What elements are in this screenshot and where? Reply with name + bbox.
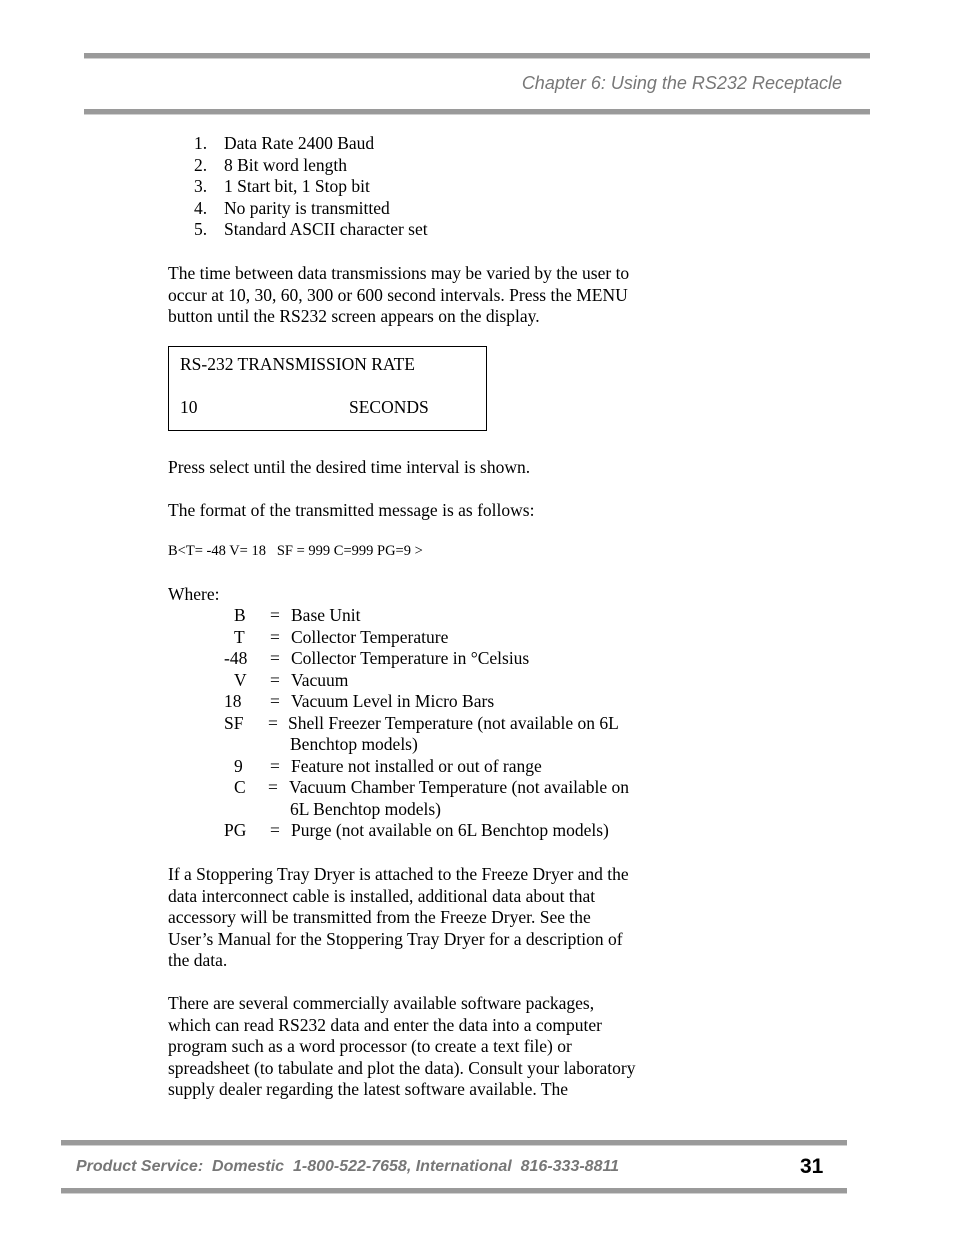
where-label: Where: — [168, 584, 220, 604]
definition-desc: 6L Benchtop models) — [290, 798, 441, 819]
paragraph-software: There are several commercially available software packages, which can read RS232 data and enter the data into a computer program such as a word processor (to create a text file) or spreadsheet (to tabulate and plot the data). Consult your laboratory supply dealer regarding the latest software available. The — [168, 993, 636, 1099]
definition-row — [0, 691, 954, 713]
definition-desc: Purge (not available on 6L Benchtop models) — [291, 820, 609, 840]
list-text: 8 Bit word length — [224, 154, 347, 175]
definition-equals: = — [270, 691, 280, 711]
definition-term: B — [234, 605, 246, 625]
settings-list — [194, 133, 428, 241]
list-text: No parity is transmitted — [224, 197, 390, 218]
definition-row — [0, 713, 954, 735]
list-text: Data Rate 2400 Baud — [224, 133, 375, 153]
definition-row — [0, 820, 954, 842]
list-text: 1 Start bit, 1 Stop bit — [224, 176, 370, 197]
definition-row-continued — [0, 799, 954, 821]
list-number: 1. — [194, 133, 208, 153]
definition-equals: = — [270, 755, 280, 776]
definition-desc: Feature not installed or out of range — [291, 755, 542, 776]
definition-equals: = — [270, 648, 280, 668]
definition-term: C — [234, 777, 246, 797]
display-title: RS-232 TRANSMISSION RATE — [180, 354, 415, 374]
definition-row — [0, 648, 954, 670]
footer-service-text: Product Service: Domestic 1-800-522-7658, International 816-333-8811 — [76, 1158, 620, 1175]
paragraph-stoppering: If a Stoppering Tray Dryer is attached to the Freeze Dryer and the data interconnect cable is installed, additional data about that accessory will be transmitted from the Freeze Dryer. See the User’s Manual for the Stoppering Tray Dryer for a description of the data. — [168, 864, 629, 970]
definition-row — [0, 756, 954, 778]
definition-equals: = — [270, 626, 280, 647]
definition-row — [0, 605, 954, 627]
display-screen-box — [168, 346, 487, 431]
header-rule-top — [84, 53, 870, 59]
list-item — [194, 198, 428, 220]
list-item — [194, 133, 428, 155]
definition-term: V — [234, 669, 247, 690]
definition-term: PG — [224, 820, 247, 840]
list-text: Standard ASCII character set — [224, 219, 428, 240]
definition-equals: = — [270, 669, 280, 690]
paragraph-format: The format of the transmitted message is as follows: — [168, 500, 535, 520]
definition-term: T — [234, 626, 245, 647]
footer-rule-bottom — [61, 1188, 847, 1194]
list-item — [194, 219, 428, 241]
definition-term: -48 — [224, 648, 248, 668]
definition-desc: Vacuum — [291, 669, 349, 690]
definition-row-continued — [0, 734, 954, 756]
footer-rule-top — [61, 1140, 847, 1146]
list-number: 4. — [194, 197, 208, 218]
definition-desc: Benchtop models) — [290, 734, 418, 754]
definition-desc: Base Unit — [291, 605, 361, 625]
display-value: 10 — [180, 397, 198, 417]
list-number: 5. — [194, 219, 208, 240]
definition-equals: = — [268, 777, 278, 797]
definition-term: SF — [224, 712, 244, 733]
definition-row — [0, 670, 954, 692]
definition-equals: = — [270, 605, 280, 625]
definition-term: 18 — [224, 691, 242, 711]
definition-equals: = — [268, 712, 278, 733]
paragraph-select: Press select until the desired time interval is shown. — [168, 457, 531, 477]
definition-desc: Vacuum Level in Micro Bars — [291, 691, 495, 711]
list-item — [194, 176, 428, 198]
definition-desc: Collector Temperature in °Celsius — [291, 648, 530, 668]
definition-desc: Vacuum Chamber Temperature (not available on — [289, 777, 630, 797]
definition-equals: = — [270, 820, 280, 840]
list-number: 3. — [194, 176, 208, 197]
display-unit: SECONDS — [349, 397, 429, 417]
definition-desc: Shell Freezer Temperature (not available on 6L — [288, 712, 619, 733]
list-item — [194, 155, 428, 177]
paragraph-interval: The time between data transmissions may be varied by the user to occur at 10, 30, 60, 300 or 600 second intervals. Press the MENU button until the RS232 screen appears on the display. — [168, 263, 630, 326]
chapter-title: Chapter 6: Using the RS232 Receptacle — [521, 73, 842, 93]
header-rule-bottom — [84, 109, 870, 115]
definition-term: 9 — [234, 755, 243, 776]
message-format-example: B<T= -48 V= 18 SF = 999 C=999 PG=9 > — [168, 543, 423, 559]
list-number: 2. — [194, 154, 208, 175]
definition-row — [0, 627, 954, 649]
page-number: 31 — [800, 1155, 824, 1178]
definition-row — [0, 777, 954, 799]
definition-desc: Collector Temperature — [291, 626, 449, 647]
